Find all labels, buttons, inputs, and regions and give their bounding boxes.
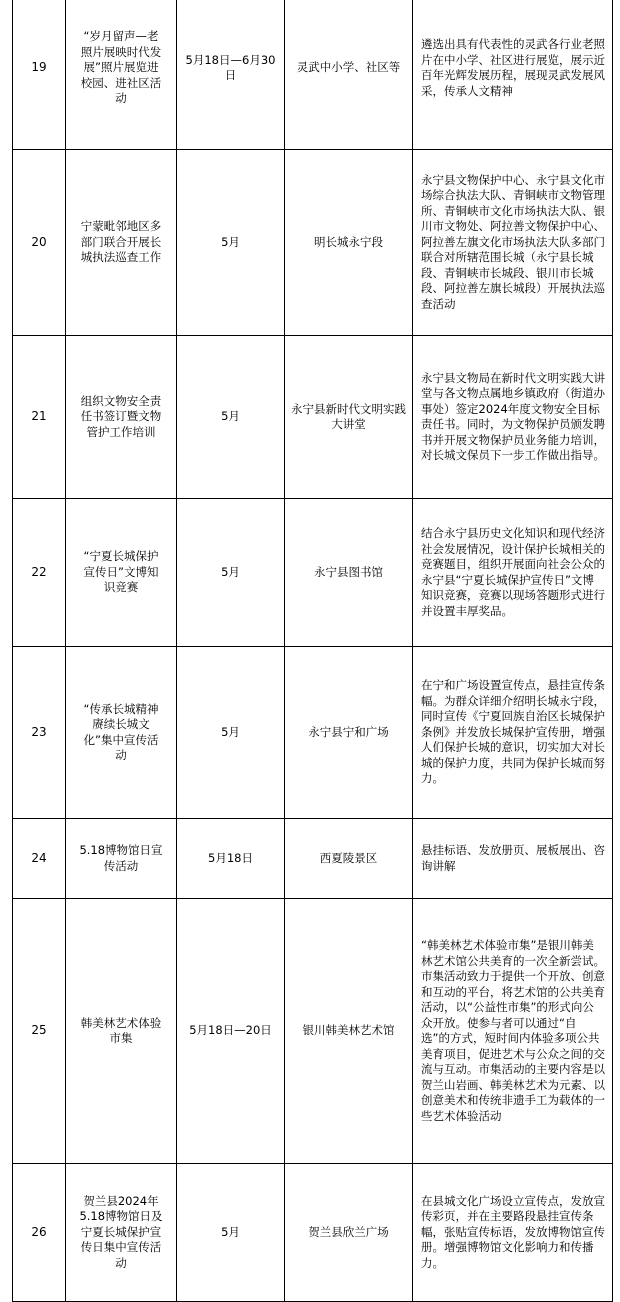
activity-content: 悬挂标语、发放册页、展板展出、咨询讲解 <box>413 819 613 899</box>
activity-time: 5月 <box>177 150 285 336</box>
row-number: 22 <box>13 499 66 647</box>
activity-table <box>12 0 613 1302</box>
activity-place: 西夏陵景区 <box>285 819 413 899</box>
activity-table-body <box>13 0 613 1302</box>
row-number: 25 <box>13 899 66 1164</box>
activity-place: 永宁县图书馆 <box>285 499 413 647</box>
table-row <box>13 336 613 499</box>
row-number: 19 <box>13 0 66 150</box>
activity-time: 5月18日—20日 <box>177 899 285 1164</box>
row-number: 24 <box>13 819 66 899</box>
activity-content: 结合永宁县历史文化知识和现代经济社会发展情况，设计保护长城相关的竞赛题目，组织开展面向社会公众的永宁县“宁夏长城保护宣传日”文博知识竞赛，竞赛以现场答题形式进行并设置丰厚奖品。 <box>413 499 613 647</box>
table-row <box>13 819 613 899</box>
table-row <box>13 899 613 1164</box>
activity-name: 韩美林艺术体验市集 <box>66 899 177 1164</box>
activity-name: “岁月留声—老照片展映时代发展”照片展览进校园、进社区活动 <box>66 0 177 150</box>
activity-name: 贺兰县2024年5.18博物馆日及宁夏长城保护宣传日集中宣传活动 <box>66 1164 177 1302</box>
activity-time: 5月 <box>177 1164 285 1302</box>
row-number: 23 <box>13 647 66 819</box>
activity-place: 明长城永宁段 <box>285 150 413 336</box>
row-number: 21 <box>13 336 66 499</box>
row-number: 26 <box>13 1164 66 1302</box>
table-row <box>13 0 613 150</box>
activity-content: “韩美林艺术体验市集”是银川韩美林艺术馆公共美育的一次全新尝试。市集活动致力于提供一个开放、创意和互动的平台，将艺术馆的公共美育活动，以“公益性市集”的形式向公众开放。使参与者可以通过“自选”的方式，短时间内体验多项公共美育项目，促进艺术与公众之间的交流与互动。市集活动的主要内容是以贺兰山岩画、韩美林艺术为元素、以创意美术和传统非遗手工为载体的一些艺术体验活动 <box>413 899 613 1164</box>
table-row <box>13 150 613 336</box>
activity-place: 灵武中小学、社区等 <box>285 0 413 150</box>
activity-content: 永宁县文物保护中心、永宁县文化市场综合执法大队、青铜峡市文物管理所、青铜峡市文化市场执法大队、银川市文物处、阿拉善文物保护中心、阿拉善左旗文化市场执法大队多部门联合对所辖范围长城（永宁县长城段、青铜峡市长城段、银川市长城段、阿拉善左旗长城段）开展执法巡查活动 <box>413 150 613 336</box>
activity-content: 遴选出具有代表性的灵武各行业老照片在中小学、社区进行展览，展示近百年光辉发展历程，展现灵武发展风采，传承人文精神 <box>413 0 613 150</box>
activity-time: 5月18日 <box>177 819 285 899</box>
activity-time: 5月 <box>177 336 285 499</box>
activity-time: 5月 <box>177 647 285 819</box>
activity-place: 永宁县新时代文明实践大讲堂 <box>285 336 413 499</box>
table-row <box>13 647 613 819</box>
activity-name: 5.18博物馆日宣传活动 <box>66 819 177 899</box>
activity-content: 在宁和广场设置宣传点，悬挂宣传条幅。为群众详细介绍明长城永宁段，同时宣传《宁夏回族自治区长城保护条例》并发放长城保护宣传册，增强人们保护长城的意识，切实加大对长城的保护力度，共同为保护长城而努力。 <box>413 647 613 819</box>
activity-content: 在县城文化广场设立宣传点，发放宣传彩页，并在主要路段悬挂宣传条幅，张贴宣传标语，发放博物馆宣传册。增强博物馆文化影响力和传播力。 <box>413 1164 613 1302</box>
activity-place: 永宁县宁和广场 <box>285 647 413 819</box>
activity-place: 贺兰县欣兰广场 <box>285 1164 413 1302</box>
activity-time: 5月 <box>177 499 285 647</box>
activity-name: “宁夏长城保护宣传日”文博知识竞赛 <box>66 499 177 647</box>
activity-content: 永宁县文物局在新时代文明实践大讲堂与各文物点属地乡镇政府（街道办事处）签定2024年度文物安全目标责任书。同时，为文物保护员颁发聘书并开展文物保护员业务能力培训，对长城文保员下一步工作做出指导。 <box>413 336 613 499</box>
activity-place: 银川韩美林艺术馆 <box>285 899 413 1164</box>
row-number: 20 <box>13 150 66 336</box>
activity-name: 组织文物安全责任书签订暨文物管护工作培训 <box>66 336 177 499</box>
activity-time: 5月18日—6月30日 <box>177 0 285 150</box>
activity-name: “传承长城精神 赓续长城文化”集中宣传活动 <box>66 647 177 819</box>
activity-name: 宁蒙毗邻地区多部门联合开展长城执法巡查工作 <box>66 150 177 336</box>
table-row <box>13 499 613 647</box>
table-row <box>13 1164 613 1302</box>
